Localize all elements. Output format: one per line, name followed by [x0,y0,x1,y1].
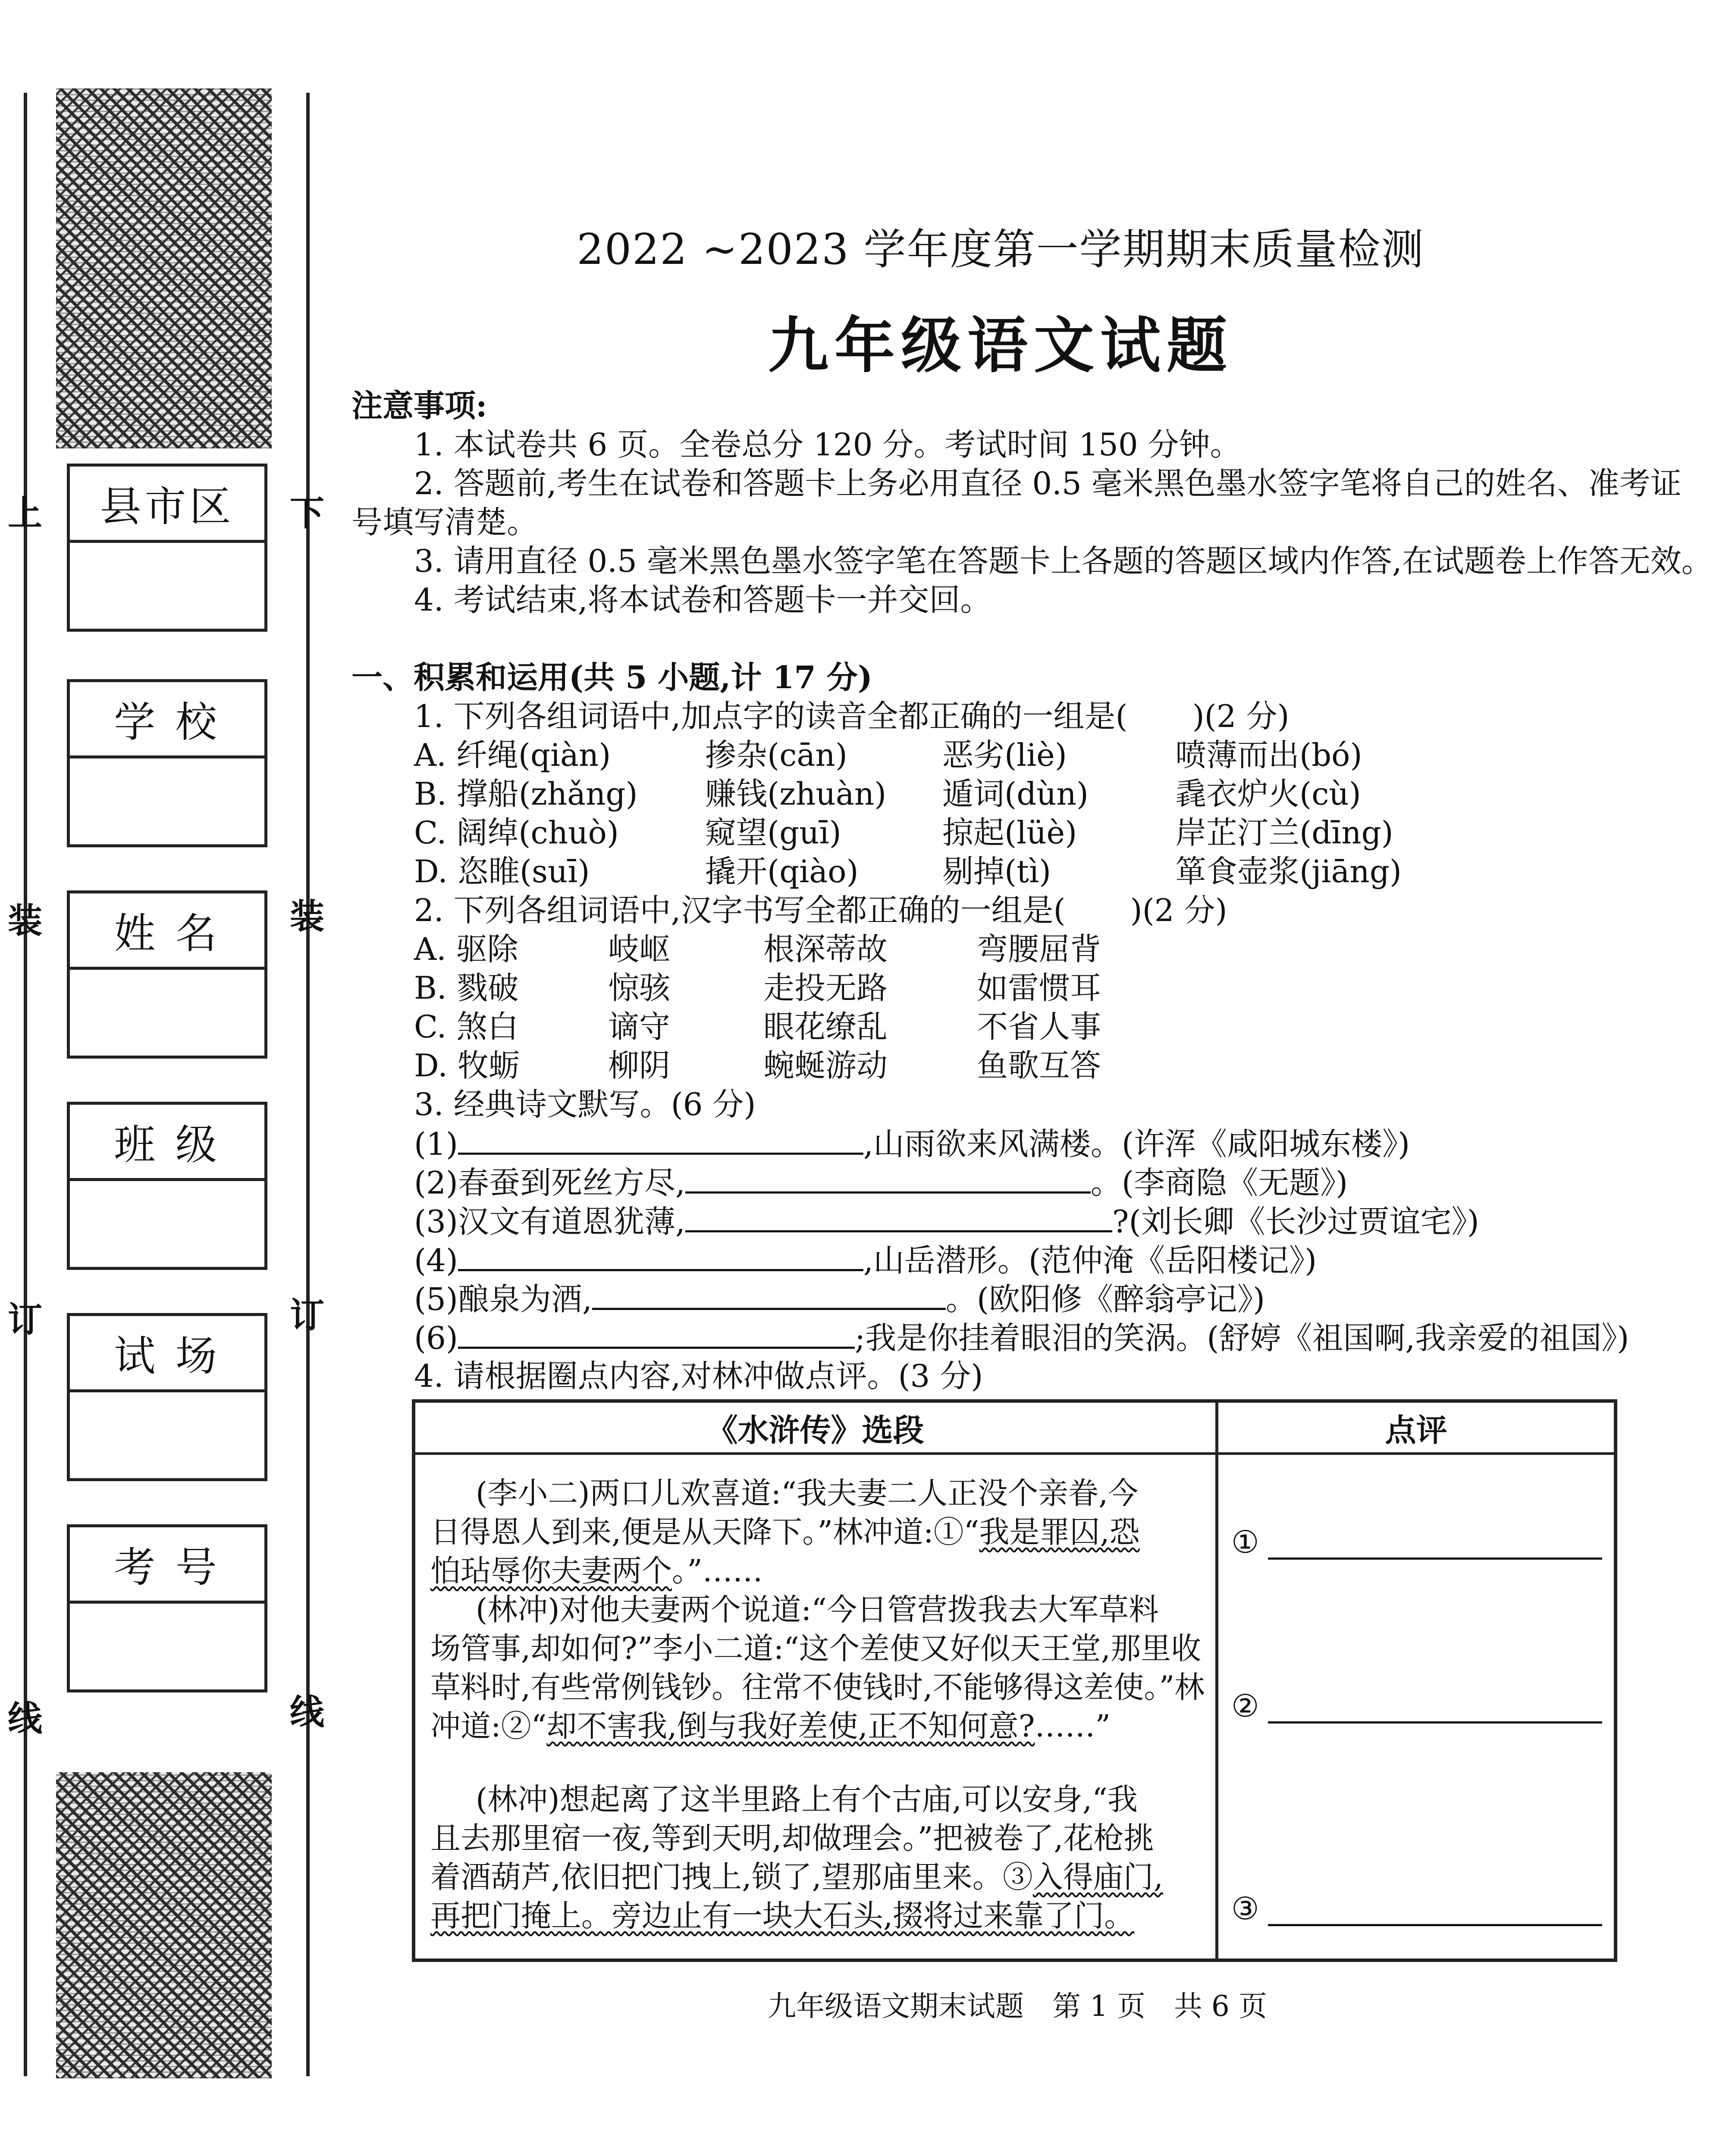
passage-line-7 [430,1708,1111,1744]
exam-room-box[interactable] [67,1313,267,1481]
passage-line-2-text: 日得恩人到来,便是从天降下。”林冲道:①“ [430,1514,979,1550]
q4-table-header-divider [415,1452,1614,1455]
q2-option-b-4: 如雷惯耳 [977,970,1101,1006]
q3-item-5-post: 。(欧阳修《醉翁亭记》) [945,1281,1265,1317]
q3-item-3 [414,1203,1479,1240]
county-label: 县市区 [70,467,264,543]
q1-option-b-2: 赚钱(zhuàn) [705,776,887,812]
margin-line-left [24,93,27,2076]
q1-stem [414,698,1290,734]
q1-option-a-1[interactable]: A. 纤绳(qiàn) [414,737,611,773]
passage-line-10 [430,1859,1164,1895]
name-label: 姓 名 [70,893,264,970]
margin-char-right-3: 订 [290,1295,324,1335]
comment-blank-3[interactable] [1268,1924,1602,1926]
q1-option-d-1[interactable]: D. 恣睢(suī) [414,853,590,890]
notice-line-2: 2. 答题前,考生在试卷和答题卡上务必用直径 0.5 毫米黑色墨水签字笔将自己的姓名、准考证 [414,465,1682,501]
county-box[interactable] [67,464,267,632]
q2-option-d-1[interactable]: D. 牧蛎 [414,1047,520,1084]
class-box[interactable] [67,1102,267,1270]
q3-item-6 [414,1322,1629,1354]
q1-option-d-3: 剔掉(tì) [942,853,1051,890]
comment-mark-1: ① [1231,1524,1259,1560]
q1-option-a-3: 恶劣(liè) [942,737,1067,773]
q1-score: )(2 分) [1192,698,1290,734]
passage-line-7-end: ……” [1035,1708,1111,1744]
comment-mark-2: ② [1231,1688,1259,1724]
comment-mark-3: ③ [1231,1890,1259,1927]
q2-stem-text: 2. 下列各组词语中,汉字书写全都正确的一组是( [414,892,1066,928]
passage-line-10-marked: 入得庙门, [1032,1859,1164,1895]
q3-item-2-blank[interactable] [685,1166,1091,1194]
q1-option-b-3: 遁词(dùn) [942,776,1089,812]
margin-char-left-1: 上 [8,493,42,533]
q1-option-c-3: 掠起(lüè) [942,815,1077,851]
passage-line-10-text: 着酒葫芦,依旧把门拽上,锁了,望那庙里来。③ [430,1859,1033,1895]
passage-line-11-marked: 再把门掩上。旁边止有一块大石头,掇将过来靠了门。 [430,1898,1135,1934]
q4-col-excerpt-header: 《水浒传》选段 [706,1411,924,1448]
q3-item-3-blank[interactable] [685,1205,1112,1232]
q3-item-6-post: ;我是你挂着眼泪的笑涡。(舒婷《祖国啊,我亲爱的祖国》) [855,1320,1629,1356]
q3-stem: 3. 经典诗文默写。(6 分) [414,1086,756,1122]
passage-line-7-marked: 却不害我,倒与我好差使,正不知何意? [546,1708,1035,1744]
margin-char-right-1: 下 [290,493,324,533]
q2-score: )(2 分) [1130,892,1227,928]
q3-item-6-num: (6) [414,1320,458,1356]
q1-option-a-4: 喷薄而出(bó) [1175,737,1362,773]
q2-option-c-2: 谪守 [608,1009,671,1045]
margin-line-right [306,93,310,2076]
q1-option-a-2: 掺杂(cān) [705,737,847,773]
passage-line-2-marked: 我是罪囚,恐 [979,1514,1140,1550]
q4-table [412,1399,1617,1962]
q3-item-3-pre: 汉文有道恩犹薄, [458,1203,685,1240]
page-footer: 九年级语文期末试题 第 1 页 共 6 页 [768,1990,1267,2023]
class-label: 班 级 [70,1105,264,1181]
section1-heading: 一、积累和运用(共 5 小题,计 17 分) [351,659,872,696]
name-box[interactable] [67,890,267,1059]
q2-stem [414,892,1227,928]
q3-item-1-num: (1) [414,1126,458,1162]
margin-char-left-3: 订 [8,1299,42,1340]
q3-item-5 [414,1283,1265,1315]
q3-item-4-num: (4) [414,1242,458,1279]
exam-room-label: 试 场 [70,1316,264,1392]
passage-line-8: (林冲)想起离了这半里路上有个古庙,可以安身,“我 [476,1782,1138,1817]
comment-blank-1[interactable] [1268,1557,1602,1560]
school-label: 学 校 [70,682,264,758]
passage-line-3 [430,1553,763,1589]
passage-line-3-marked: 怕玷辱你夫妻两个 [430,1553,672,1589]
q2-option-b-1[interactable]: B. 戮破 [414,970,519,1006]
q2-option-c-3: 眼花缭乱 [763,1009,888,1045]
q1-option-d-4: 箪食壶浆(jiāng) [1175,853,1402,890]
q2-option-b-3: 走投无路 [763,970,888,1006]
notice-heading: 注意事项: [351,387,487,424]
margin-char-right-4: 线 [290,1692,324,1732]
passage-line-3-text: 。”…… [672,1553,763,1589]
q3-item-1-post: ,山雨欲来风满楼。(许浑《咸阳城东楼》) [863,1126,1410,1162]
passage-line-2 [430,1514,1140,1550]
q1-option-c-4: 岸芷汀兰(dīng) [1175,815,1393,851]
passage-line-1: (李小二)两口儿欢喜道:“我夫妻二人正没个亲眷,今 [476,1476,1139,1511]
security-pattern-top [56,88,272,448]
passage-line-7-text: 冲道:②“ [430,1708,547,1744]
passage-line-6: 草料时,有些常例钱钞。往常不使钱时,不能够得这差使。”林 [430,1670,1205,1705]
q1-option-b-4: 毳衣炉火(cù) [1175,776,1361,812]
q3-item-5-pre: 酿泉为酒, [458,1281,592,1317]
notice-line-3: 号填写清楚。 [351,504,538,540]
q2-option-d-4: 鱼歌互答 [977,1047,1101,1084]
q1-stem-text: 1. 下列各组词语中,加点字的读音全都正确的一组是( [414,698,1128,734]
q2-option-b-2: 惊骇 [608,970,671,1006]
q1-option-c-1[interactable]: C. 阔绰(chuò) [414,815,619,851]
q2-option-c-4: 不省人事 [977,1009,1101,1045]
q3-item-2-pre: 春蚕到死丝方尽, [458,1165,685,1201]
q3-item-5-num: (5) [414,1281,458,1317]
q3-item-2 [414,1165,1348,1201]
margin-char-left-2: 装 [8,900,42,941]
security-pattern-bottom [56,1772,272,2078]
q2-option-a-4: 弯腰屈背 [977,931,1101,967]
exam-number-label: 考 号 [70,1527,264,1604]
q4-stem: 4. 请根据圈点内容,对林冲做点评。(3 分) [414,1358,983,1394]
q3-item-4 [414,1242,1317,1279]
q2-option-d-3: 蜿蜒游动 [763,1047,888,1084]
q2-option-a-1[interactable]: A. 驱除 [414,931,518,967]
q3-item-3-num: (3) [414,1203,458,1240]
notice-line-1: 1. 本试卷共 6 页。全卷总分 120 分。考试时间 150 分钟。 [414,426,1241,463]
q3-item-1-blank[interactable] [458,1128,863,1155]
passage-line-11 [430,1898,1135,1934]
margin-char-left-4: 线 [8,1698,42,1739]
q2-option-c-1[interactable]: C. 煞白 [414,1009,519,1045]
q3-item-1 [414,1126,1410,1162]
q1-option-d-2: 撬开(qiào) [705,853,859,890]
margin-char-right-2: 装 [290,896,324,937]
notice-line-5: 4. 考试结束,将本试卷和答题卡一并交回。 [414,582,992,618]
q4-table-column-divider [1215,1403,1218,1959]
q3-item-2-num: (2) [414,1165,458,1201]
q2-option-a-2: 岐岖 [608,931,671,967]
school-box[interactable] [67,679,267,847]
exam-title: 九年级语文试题 [768,310,1233,381]
notice-line-4: 3. 请用直径 0.5 毫米黑色墨水签字笔在答题卡上各题的答题区域内作答,在试题卷上作答无效。 [414,543,1713,579]
comment-blank-2[interactable] [1268,1721,1602,1724]
q3-item-4-post: ,山岳潜形。(范仲淹《岳阳楼记》) [863,1242,1317,1279]
q3-item-5-blank[interactable] [592,1283,946,1310]
exam-number-box[interactable] [67,1524,267,1692]
q1-option-b-1[interactable]: B. 撑船(zhǎng) [414,776,638,812]
q2-option-d-2: 柳阴 [608,1047,671,1084]
q1-option-c-2: 窥望(guī) [705,815,841,851]
q3-item-6-blank[interactable] [458,1322,855,1349]
q3-item-3-post: ?(刘长卿《长沙过贾谊宅》) [1112,1203,1479,1240]
q4-col-comment-header: 点评 [1385,1411,1447,1448]
passage-line-9: 且去那里宿一夜,等到天明,却做理会。”把被卷了,花枪挑 [430,1821,1154,1856]
exam-term: 2022 ~2023 学年度第一学期期末质量检测 [577,225,1425,274]
passage-line-5: 场管事,却如何?”李小二道:“这个差使又好似天王堂,那里收 [430,1631,1202,1666]
q3-item-4-blank[interactable] [458,1244,863,1271]
q3-item-2-post: 。(李商隐《无题》) [1090,1165,1348,1201]
q2-option-a-3: 根深蒂故 [763,931,888,967]
passage-line-4: (林冲)对他夫妻两个说道:“今日管营拨我去大军草料 [476,1592,1159,1627]
